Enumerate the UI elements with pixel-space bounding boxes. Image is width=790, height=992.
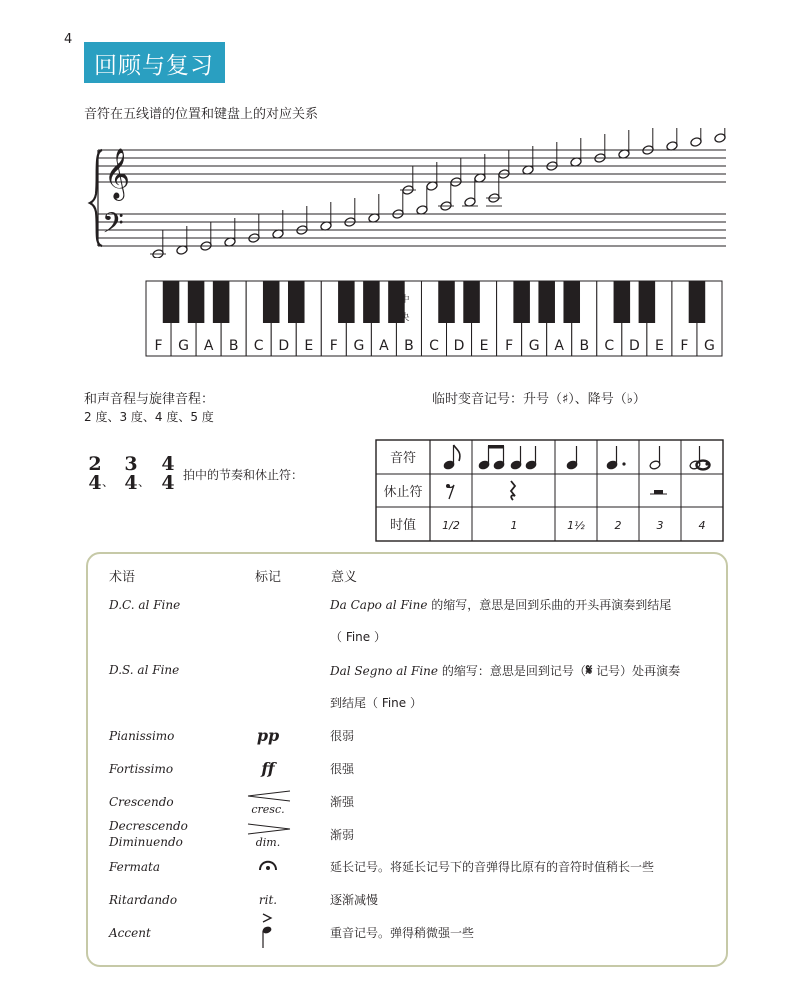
staff-note xyxy=(642,128,654,155)
staff-note xyxy=(368,194,380,223)
staff-note xyxy=(392,190,404,219)
staff-note xyxy=(416,186,428,215)
white-key-label: B xyxy=(228,338,239,354)
black-key xyxy=(538,281,555,323)
crescendo-hairpin-icon xyxy=(246,790,292,802)
black-key xyxy=(463,281,480,323)
intervals-list: 2 度、3 度、4 度、5 度 xyxy=(84,410,214,424)
meaning-ds-text-a: 的缩写：意思是回到记号（ xyxy=(438,664,586,678)
bass-clef-icon: 𝄢 xyxy=(102,207,124,247)
meaning-pianissimo: 很弱 xyxy=(330,729,355,743)
staff-notes xyxy=(150,128,726,258)
staff-note xyxy=(344,198,356,227)
meaning-ds-al-fine xyxy=(330,662,680,679)
staff-note xyxy=(486,174,502,206)
staff-note xyxy=(450,158,462,187)
staff-caption: 音符在五线谱的位置和键盘上的对应关系 xyxy=(84,107,319,122)
staff-note xyxy=(248,214,260,243)
white-key-label: A xyxy=(554,338,565,354)
term-accent: Accent xyxy=(109,926,151,940)
black-key xyxy=(563,281,580,323)
term-ritardando: Ritardando xyxy=(109,893,178,907)
staff-note xyxy=(438,182,454,211)
mark-pp: pp xyxy=(256,726,280,745)
staff-note xyxy=(200,222,212,251)
meaning-fortissimo: 很强 xyxy=(330,762,355,776)
accidentals-title: 临时变音记号：升号（♯）、降号（♭） xyxy=(432,392,646,407)
terms-header-mark: 标记 xyxy=(255,570,282,585)
section-title: 回顾与复习 xyxy=(94,53,214,79)
dotted-quarter-note-icon xyxy=(606,446,626,470)
terms-header-term: 术语 xyxy=(109,570,136,585)
time-sig-3-4-top: 3 xyxy=(124,453,138,475)
white-key-label: B xyxy=(579,338,590,354)
white-key-label: B xyxy=(404,338,414,354)
beamed-eighths-icon xyxy=(478,445,537,470)
white-key-label: G xyxy=(704,338,715,354)
white-key-label: A xyxy=(379,338,389,354)
duration-three-beats: 3 xyxy=(656,519,664,532)
time-sig-sep-1: 、 xyxy=(101,475,115,489)
fermata-icon xyxy=(258,856,278,872)
black-key xyxy=(513,281,530,323)
black-key xyxy=(188,281,205,323)
meaning-dc-line2: （ Fine ） xyxy=(330,630,386,644)
white-key-label: G xyxy=(178,338,189,354)
piano-keyboard xyxy=(145,280,723,358)
duration-two-beats: 2 xyxy=(614,519,622,532)
row-label-rest: 休止符 xyxy=(383,485,423,500)
row-label-duration: 时值 xyxy=(389,518,417,533)
terms-panel xyxy=(86,552,728,967)
time-sig-sep-2: 、 xyxy=(137,475,151,489)
white-key-label: E xyxy=(479,338,489,354)
staff-note xyxy=(498,150,510,179)
bass-staff-lines xyxy=(98,214,726,246)
brace-icon xyxy=(90,150,102,246)
white-key-label: G xyxy=(528,338,540,354)
eighth-note-icon xyxy=(443,445,460,470)
duration-half-beat: 1/2 xyxy=(442,519,460,532)
grand-staff xyxy=(86,128,728,258)
quarter-note-icon xyxy=(566,446,578,470)
terms-header-meaning: 意义 xyxy=(331,570,358,585)
staff-note xyxy=(296,206,308,235)
white-key-label: D xyxy=(278,338,290,354)
black-key xyxy=(363,281,380,323)
white-key-label: F xyxy=(680,338,689,354)
intervals-title: 和声音程与旋律音程： xyxy=(84,392,215,407)
time-sig-4-4-bottom: 4 xyxy=(161,472,175,494)
black-key xyxy=(639,281,656,323)
staff-note xyxy=(714,128,726,143)
duration-four-beats: 4 xyxy=(698,519,706,532)
mark-dim: dim. xyxy=(255,836,281,849)
time-sig-2-4-top: 2 xyxy=(88,453,102,475)
white-key-label: F xyxy=(154,338,163,354)
mark-rit: rit. xyxy=(258,893,278,907)
term-fermata: Fermata xyxy=(109,860,161,874)
meaning-ds-term: Dal Segno al Fine xyxy=(330,664,438,678)
half-note-icon xyxy=(649,446,661,470)
meaning-fermata: 延长记号。将延长记号下的音弹得比原有的音符时值稍长一些 xyxy=(330,860,655,874)
black-key xyxy=(689,281,706,323)
black-key xyxy=(163,281,180,323)
page-number: 4 xyxy=(64,32,73,47)
white-key-label: D xyxy=(628,338,640,354)
white-key-label: D xyxy=(453,338,465,354)
white-key-label: E xyxy=(654,338,664,354)
time-sig-4-4-top: 4 xyxy=(161,453,175,475)
meaning-ds-text-b: 记号）处再演奏 xyxy=(592,664,681,678)
white-key-label: F xyxy=(329,338,338,354)
term-fortissimo: Fortissimo xyxy=(109,762,174,776)
staff-note xyxy=(150,230,166,258)
staff-note xyxy=(546,142,558,171)
white-key-label: C xyxy=(429,338,439,354)
meaning-decrescendo: 渐弱 xyxy=(330,828,355,842)
meaning-dc-term: Da Capo al Fine xyxy=(330,598,428,612)
term-dc-al-fine: D.C. al Fine xyxy=(109,598,181,612)
black-key xyxy=(288,281,305,323)
rhythm-table xyxy=(375,439,725,543)
white-key-label: C xyxy=(253,338,264,354)
middle-c-label-1: 中 xyxy=(400,295,410,305)
mark-ff: ff xyxy=(261,759,275,778)
meaning-ds-line2: 到结尾（ Fine ） xyxy=(330,696,422,710)
segno-icon: 𝄋 xyxy=(585,661,593,679)
white-key-label: A xyxy=(203,338,214,354)
black-key xyxy=(213,281,230,323)
duration-one-half-beat: 1½ xyxy=(567,519,585,532)
term-decrescendo: Decrescendo xyxy=(109,819,188,833)
white-key-label: E xyxy=(304,338,314,354)
meaning-ritardando: 逐渐减慢 xyxy=(330,893,379,907)
staff-note xyxy=(320,202,332,231)
section-banner xyxy=(84,42,225,83)
time-signature-caption: 拍中的节奏和休止符： xyxy=(183,468,304,482)
white-key-label: G xyxy=(353,338,365,354)
staff-note xyxy=(666,128,678,151)
decrescendo-hairpin-icon xyxy=(246,823,292,835)
time-signatures xyxy=(86,452,184,496)
meaning-accent: 重音记号。弹得稍微强一些 xyxy=(330,926,475,940)
eighth-rest-icon xyxy=(446,484,454,499)
black-key xyxy=(263,281,280,323)
staff-note xyxy=(570,138,582,167)
term-pianissimo: Pianissimo xyxy=(109,729,175,743)
black-key xyxy=(438,281,455,323)
mark-cresc: cresc. xyxy=(251,803,285,816)
staff-note xyxy=(594,134,606,163)
term-diminuendo: Diminuendo xyxy=(109,835,183,849)
staff-note xyxy=(400,166,416,195)
treble-clef-icon: 𝄞 xyxy=(104,148,131,199)
white-key-label: C xyxy=(604,338,615,354)
meaning-dc-al-fine xyxy=(330,597,671,613)
term-ds-al-fine: D.S. al Fine xyxy=(109,663,180,677)
treble-staff-lines xyxy=(98,150,726,182)
meaning-dc-text: 的缩写，意思是回到乐曲的开头再演奏到结尾 xyxy=(427,598,672,612)
staff-note xyxy=(618,130,630,159)
staff-note xyxy=(690,128,702,147)
black-key xyxy=(338,281,355,323)
black-key xyxy=(614,281,631,323)
row-label-note: 音符 xyxy=(389,451,417,466)
duration-one-beat: 1 xyxy=(510,519,518,532)
quarter-rest-icon xyxy=(511,481,515,500)
half-rest-icon xyxy=(650,490,667,494)
middle-c-label-2: 央 xyxy=(400,313,410,323)
time-sig-3-4-bottom: 4 xyxy=(124,472,138,494)
term-crescendo: Crescendo xyxy=(109,795,174,809)
accent-note-icon xyxy=(260,912,276,952)
whole-note-icon xyxy=(681,452,725,476)
time-sig-2-4-bottom: 4 xyxy=(88,472,102,494)
white-key-label: F xyxy=(505,338,514,354)
meaning-crescendo: 渐强 xyxy=(330,795,355,809)
